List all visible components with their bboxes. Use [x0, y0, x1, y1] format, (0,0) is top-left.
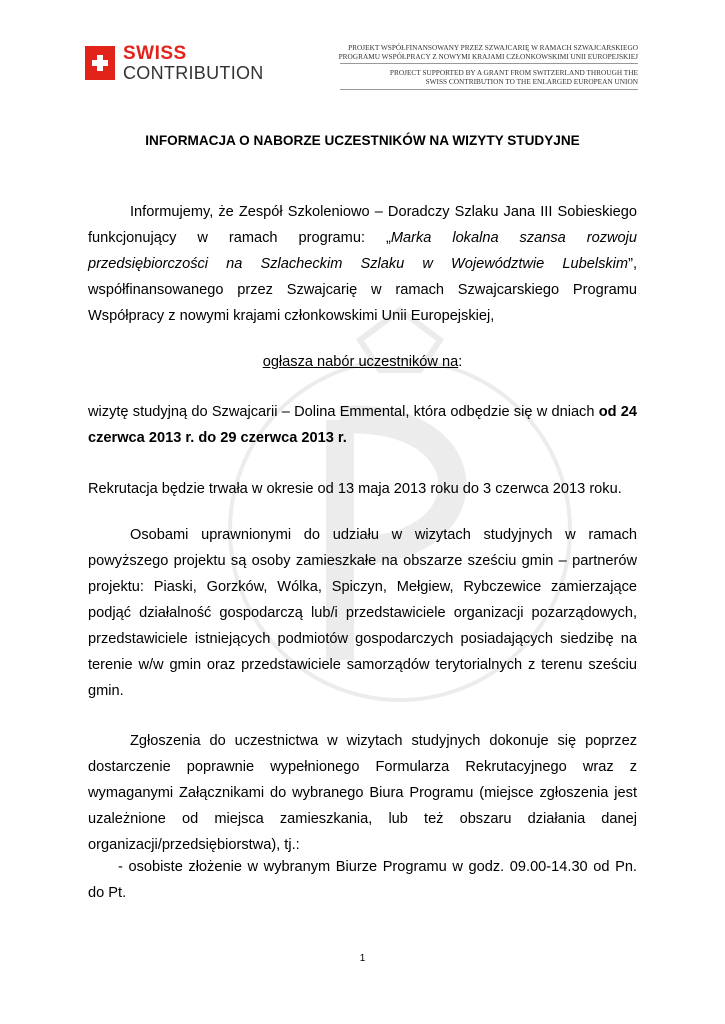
header-divider — [340, 63, 638, 64]
header-en-line1: PROJECT SUPPORTED BY A GRANT FROM SWITZERLAND THROUGH THE — [389, 68, 638, 77]
application-paragraph: Zgłoszenia do uczestnictwa w wizytach studyjnych dokonuje się poprzez dostarczenie poprawnie wypełnionego Formularza Rekrutacyjnego wraz z wymaganymi Załącznikami do wybranego Biura Programu (miejsce zgłoszenia jest uzależnione od miejsca zamieszkania, lub też obszaru działania danej organizacji/przedsiębiorstwa), tj.: — [88, 733, 637, 853]
header-divider-bottom — [340, 89, 638, 90]
page-number: 1 — [359, 953, 366, 964]
visit-paragraph — [88, 399, 637, 451]
intro-paragraph — [88, 199, 637, 329]
header-en-line2: SWISS CONTRIBUTION TO THE ENLARGED EUROPEAN UNION — [425, 77, 638, 86]
program-name: Marka lokalna szansa rozwoju przedsiębiorczości na Szlacheckim Szlaku w Województwie Lubelskim — [88, 230, 638, 272]
intro-text-a: Informujemy, że Zespół Szkoleniowo – Doradczy Szlaku Jana III Sobieskiego funkcjonujący w ramach programu: „ — [88, 204, 637, 246]
header-polish-text — [339, 43, 638, 61]
swiss-contribution-logo — [85, 43, 265, 83]
header-english-text — [390, 68, 638, 86]
intro-text-b: ”, współfinansowanego przez Szwajcarię w ramach Szwajcarskiego Programu Współpracy z nowymi krajami członkowskimi Unii Europejskiej, — [88, 256, 637, 324]
announcement-colon: : — [458, 354, 463, 370]
logo-text-contribution: CONTRIBUTION — [123, 63, 264, 83]
announcement-heading — [88, 349, 637, 375]
swiss-cross-icon — [85, 46, 115, 80]
announcement-text: ogłasza nabór uczestników na — [262, 354, 459, 370]
logo-text-swiss: SWISS — [123, 43, 187, 64]
document-title: INFORMACJA O NABORZE UCZESTNIKÓW NA WIZYTY STUDYJNE — [145, 133, 580, 148]
header-pl-line1: PROJEKT WSPÓŁFINANSOWANY PRZEZ SZWAJCARIĘ W RAMACH SZWAJCARSKIEGO — [348, 43, 638, 52]
submission-method-item: - osobiste złożenie w wybranym Biurze Programu w godz. 09.00-14.30 od Pn. do Pt. — [88, 859, 637, 901]
visit-dates: od 24 czerwca 2013 r. do 29 czerwca 2013 r. — [88, 404, 637, 446]
header-pl-line2: PROGRAMU WSPÓŁPRACY Z NOWYMI KRAJAMI CZŁONKOWSKIMI UNII EUROPEJSKIEJ — [338, 52, 638, 61]
eligibility-paragraph: Osobami uprawnionymi do udziału w wizytach studyjnych w ramach powyższego projektu są osoby zamieszkałe na obszarze sześciu gmin – partnerów projektu: Piaski, Gorzków, Wólka, Spiczyn, Mełgiew, Rybczewice zamierzające podjąć działalność gospodarczą lub/i przedstawiciele organizacji pozarządowych, przedstawiciele istniejących podmiotów gospodarczych posiadających siedzibę na terenie w/w gmin oraz przedstawiciele samorządów terytorialnych z terenu sześciu gmin. — [88, 527, 637, 699]
recruitment-period: Rekrutacja będzie trwała w okresie od 13 maja 2013 roku do 3 czerwca 2013 roku. — [88, 481, 622, 497]
visit-text: wizytę studyjną do Szwajcarii – Dolina Emmental, która odbędzie się w dniach — [88, 404, 599, 420]
